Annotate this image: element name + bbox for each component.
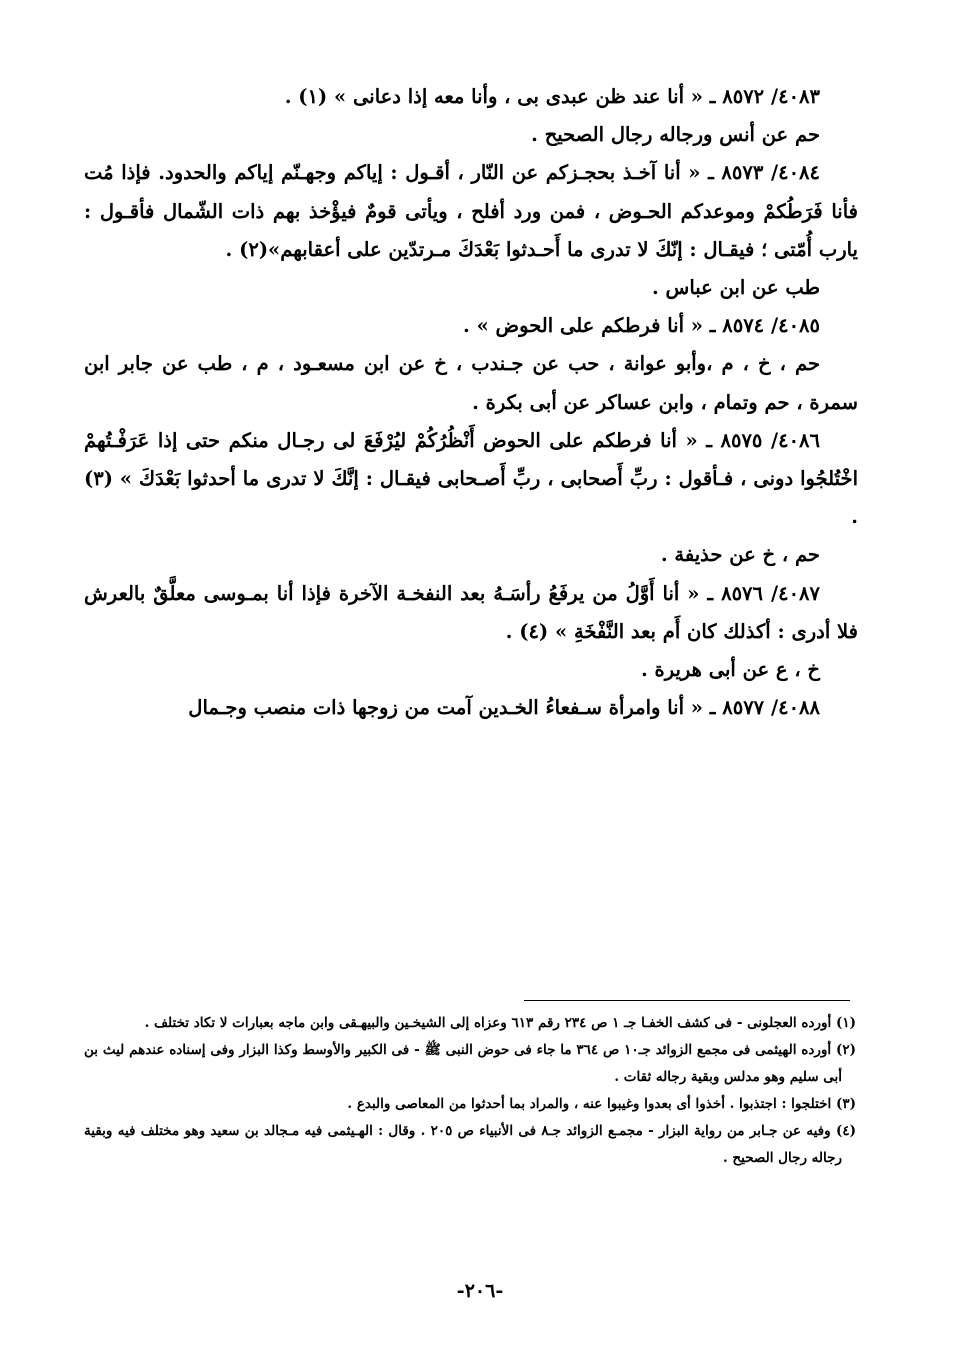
source-line-4087: خ ، ع عن أبى هريرة . — [640, 658, 820, 682]
footnote-divider — [524, 1000, 850, 1001]
footnote-1: (١) أورده العجلونى - فى كشف الخفـا جـ ١ ص ٢٣٤ رقم ٦١٣ وعزاه إلى الشيخـين والبيهـقى وابن ماجه بعبارات لا تكاد تختلف . — [144, 1015, 856, 1031]
source-line-4084: طب عن ابن عباس . — [651, 276, 820, 300]
main-text — [84, 78, 858, 727]
hadith-4085: ٤٠٨٥/ ٨٥٧٤ ـ « أنا فرطكم على الحوض » . — [463, 314, 820, 338]
hadith-4087: ٤٠٨٧/ ٨٥٧٦ ـ « أنا أَوَّلُ من يرفَعُ رأسَـهُ بعد النفخـة الآخرة فإذا أنا بمـوسى معلَّقٌ بالعرش فلا أدرى : أكذلك كان أَم بعد النَّفْخَةِ » (٤) . — [84, 581, 858, 643]
source-line-4086: حم ، خ عن حذيفة . — [660, 543, 820, 567]
hadith-4083: ٤٠٨٣/ ٨٥٧٢ ـ « أنا عند ظن عبدى بى ، وأنا معه إذا دعانى » (١) . — [284, 85, 820, 108]
hadith-4084: ٤٠٨٤/ ٨٥٧٣ ـ « أنا آخـذ بحجـزكم عن النّار ، أقـول : إياكم وجهـنّم إياكم والحدود. فإذا مُت فأنا فَرَطُكمْ وموعدكم الحـوض ، فمن ورد أفلح ، ويأتى قومٌ فيؤْخذ بهم ذات الشّمال فأقـول : يارب أُمّتى ؛ فيقـال : إنّكَ لا تدرى ما أَحـدثوا بَعْدَكَ مـرتدّين على أعقابهم»(٢) . — [84, 161, 858, 261]
hadith-4086: ٤٠٨٦/ ٨٥٧٥ ـ « أنا فرطكم على الحوض أَنْظُرُكُمْ ليُرْفَعَ لى رجـال منكم حتى إذا عَرَفْـتُهمْ اخْتُلجُوا دونى ، فـأقول : ربِّ أَصحابى ، ربِّ أَصـحابى فيقـال : إنَّكَ لا تدرى ما أحدثوا بَعْدَكَ » (٣) . — [84, 428, 858, 529]
source-line-4085: حم ، خ ، م ،وأبو عوانة ، حب عن جـندب ، خ عن ابن مسعـود ، م ، طب عن جابر ابن سمرة ، حم وتمام ، وابن عساكر عن أبى بكرة . — [84, 352, 858, 414]
footnotes — [84, 1010, 856, 1172]
footnote-4: (٤) وفيه عن جـابر من رواية البزار - مجمـع الزوائد جـ٨ فى الأنبياء ص ٢٠٥ . وقال : الهـيثمى فيه مـجالد بن سعيد وهو مختلف فيه وبقية رجاله رجال الصحيح . — [84, 1123, 856, 1166]
source-line-4083: حم عن أنس ورجاله رجال الصحيح . — [531, 123, 820, 147]
page-number: -٢٠٦- — [456, 1280, 504, 1302]
footnote-3: (٣) اختلجوا : اجتذبوا . أخذوا أى بعدوا وغيبوا عنه ، والمراد بما أحدثوا من المعاصى والبدع . — [347, 1096, 856, 1112]
hadith-4088: ٤٠٨٨/ ٨٥٧٧ ـ « أنا وامرأة سـفعاءُ الخـدين آمت من زوجها ذات منصب وجـمال — [188, 696, 820, 720]
footnote-2: (٢) أورده الهيثمى فى مجمع الزوائد جـ١٠ ص ٣٦٤ ما جاء فى حوض النبى ﷺ - فى الكبير والأوسط وكذا البزار وفى إسناده عندهم ليث بن أبى سليم وهو مدلس وبقية رجاله ثقات . — [84, 1042, 856, 1085]
